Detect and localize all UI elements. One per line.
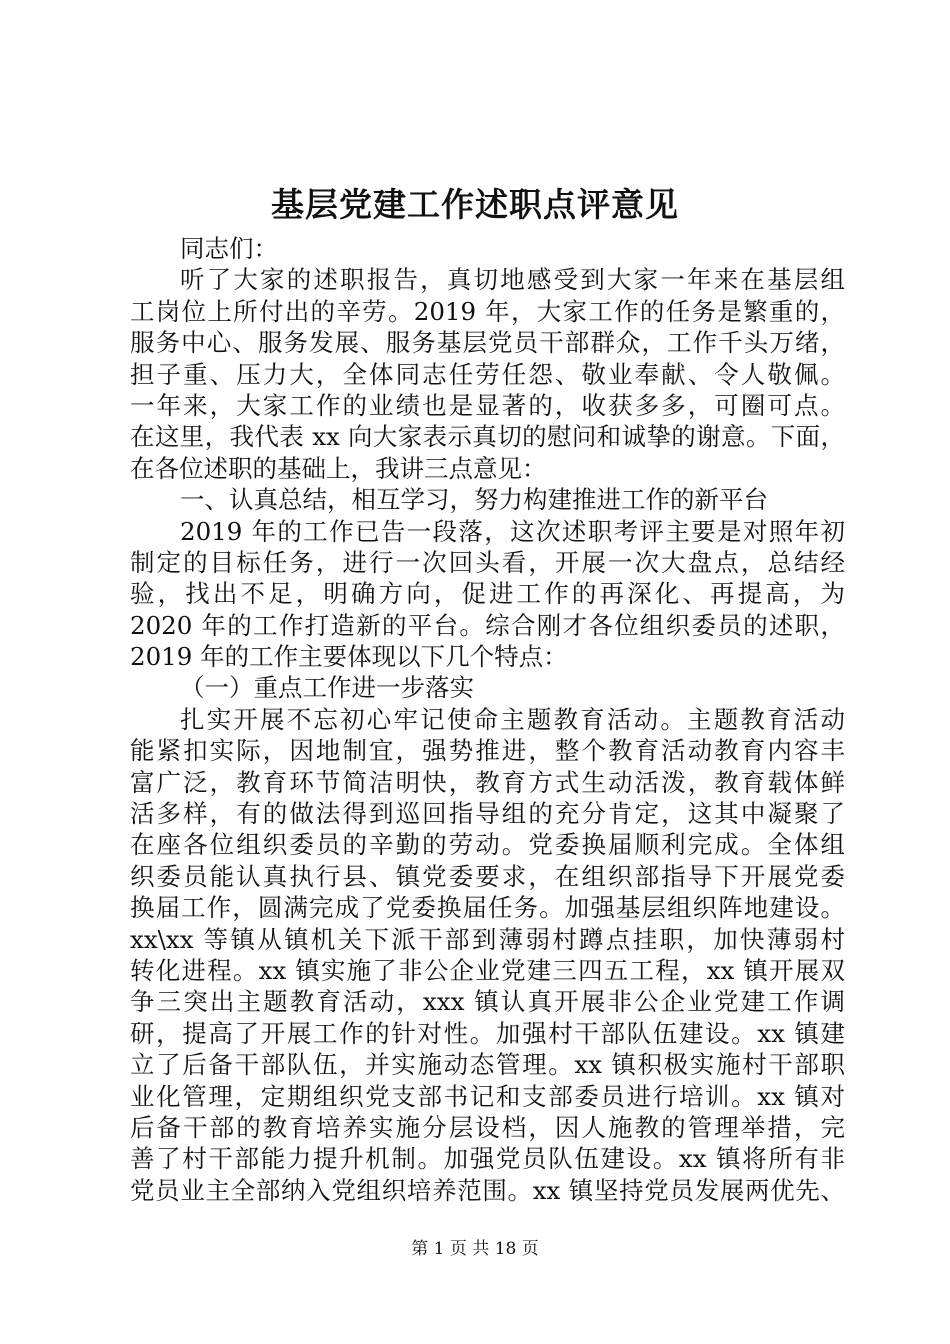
body-line: 富广泛，教育环节简洁明快，教育方式生动活泼，教育载体鲜	[130, 767, 845, 797]
body-line: 在座各位组织委员的辛勤的劳动。党委换届顺利完成。全体组	[130, 830, 845, 860]
body-line: xx\xx 等镇从镇机关下派干部到薄弱村蹲点挂职，加快薄弱村	[130, 924, 845, 954]
body-line: 担子重、压力大，全体同志任劳任怨、敬业奉献、令人敬佩。	[130, 359, 845, 389]
body-line: 织委员能认真执行县、镇党委要求，在组织部指导下开展党委	[130, 861, 845, 891]
body-line: 业化管理，定期组织党支部书记和支部委员进行培训。xx 镇对	[130, 1081, 845, 1111]
body-line: 活多样，有的做法得到巡回指导组的充分肯定，这其中凝聚了	[130, 799, 845, 829]
body-line: 研，提高了开展工作的针对性。加强村干部队伍建设。xx 镇建	[130, 1018, 845, 1048]
body-line: 在这里，我代表 xx 向大家表示真切的慰问和诚挚的谢意。下面，	[130, 422, 845, 452]
page-number-footer: 第 1 页 共 18 页	[411, 1239, 539, 1259]
subsection-heading: （一）重点工作进一步落实	[180, 673, 474, 703]
body-line: 扎实开展不忘初心牢记使命主题教育活动。主题教育活动	[180, 704, 845, 734]
body-line: 立了后备干部队伍，并实施动态管理。xx 镇积极实施村干部职	[130, 1050, 845, 1080]
body-line: 在各位述职的基础上，我讲三点意见：	[130, 453, 547, 483]
body-line: 争三突出主题教育活动，xxx 镇认真开展非公企业党建工作调	[130, 987, 845, 1017]
body-line: 善了村干部能力提升机制。加强党员队伍建设。xx 镇将所有非	[130, 1144, 845, 1174]
body-line: 服务中心、服务发展、服务基层党员干部群众，工作千头万绪，	[130, 328, 845, 358]
body-line: 工岗位上所付出的辛劳。2019 年，大家工作的任务是繁重的，	[130, 296, 845, 326]
body-line: 2020 年的工作打造新的平台。综合刚才各位组织委员的述职，	[130, 610, 845, 640]
body-line: 制定的目标任务，进行一次回头看，开展一次大盘点，总结经	[130, 547, 845, 577]
body-line: 党员业主全部纳入党组织培养范围。xx 镇坚持党员发展两优先、	[130, 1175, 845, 1205]
body-line: 2019 年的工作主要体现以下几个特点：	[130, 642, 568, 672]
greeting-line: 同志们：	[180, 234, 278, 263]
body-line: 听了大家的述职报告，真切地感受到大家一年来在基层组	[180, 265, 845, 295]
document-title: 基层党建工作述职点评意见	[271, 185, 679, 224]
body-line: 验，找出不足，明确方向，促进工作的再深化、再提高，为	[130, 579, 845, 609]
body-line: 2019 年的工作已告一段落，这次述职考评主要是对照年初	[180, 516, 845, 546]
body-line: 后备干部的教育培养实施分层设档，因人施教的管理举措，完	[130, 1112, 845, 1142]
body-line: 一年来，大家工作的业绩也是显著的，收获多多，可圈可点。	[130, 390, 845, 420]
body-line: 换届工作，圆满完成了党委换届任务。加强基层组织阵地建设。	[130, 893, 845, 923]
body-line: 转化进程。xx 镇实施了非公企业党建三四五工程，xx 镇开展双	[130, 955, 845, 985]
body-line: 能紧扣实际，因地制宜，强势推进，整个教育活动教育内容丰	[130, 736, 845, 766]
document-body	[130, 233, 845, 1206]
section-heading: 一、认真总结，相互学习，努力构建推进工作的新平台	[180, 485, 768, 515]
